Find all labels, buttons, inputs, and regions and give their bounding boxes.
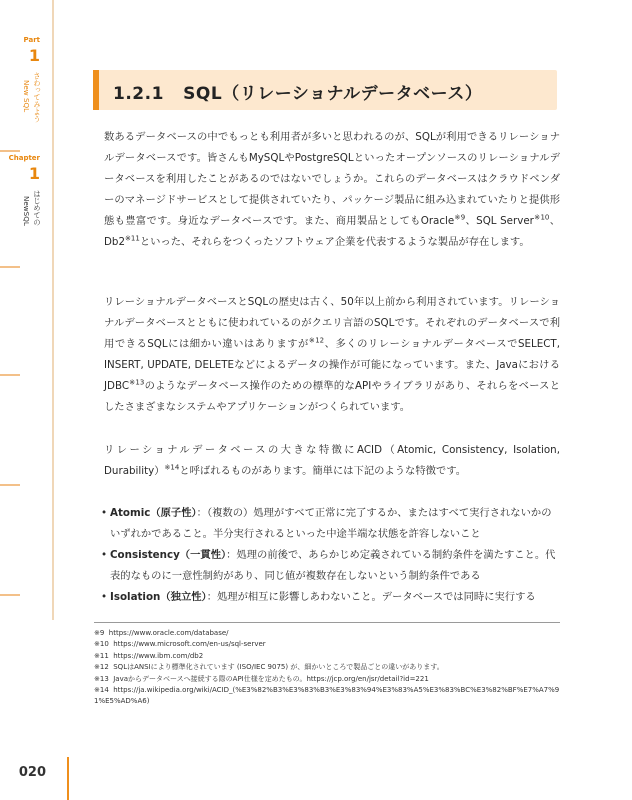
chapter-tick [0, 374, 20, 376]
paragraph-text: と呼ばれるものがあります。簡単には下記のような特徴です。 [179, 465, 466, 477]
footnote-id: ※12 [94, 663, 109, 672]
list-item [94, 545, 560, 587]
bullet-icon: • [101, 507, 108, 519]
section-heading [93, 70, 557, 110]
footnote-ref: ※9 [454, 213, 466, 222]
footnote [94, 639, 560, 650]
bullet-text: ：（複数の）処理がすべて正常に完了するか、またはすべて実行されないかのいずれかであること。半分実行されるといった中途半端な状態を許容しないこと [110, 507, 552, 540]
part-label: Part [23, 36, 40, 44]
footnote [94, 651, 560, 662]
footnote-link[interactable]: https://ja.wikipedia.org/wiki/ACID_(%E3%82%B3%E3%83%B3%E3%83%94%E3%83%A5%E3%83%BC%E3%82%BF%E7%A7%91%E5%AD%A6) [94, 686, 560, 706]
paragraph-text: 、Db2 [104, 215, 560, 248]
bullet-term: Isolation（独立性） [110, 591, 207, 603]
footnote-id: ※13 [94, 674, 109, 683]
chapter-title-en: NewSQL [22, 196, 31, 226]
list-item [94, 503, 560, 545]
paragraph-text: のようなデータベース操作のための標準的なAPIやライブラリがあり、それらをベースとしたさまざまなシステムやアプリケーションがつくられています。 [104, 380, 560, 413]
footnote [94, 674, 560, 685]
footnote-id: ※14 [94, 686, 109, 695]
bullet-text: ：処理の前後で、あらかじめ定義されている制約条件を満たすこと。代表的なものに一意性制約があり、同じ値が複数存在しないという制約条件である [110, 549, 556, 582]
paragraph-text: リレーショナルデータベースの大きな特徴にACID（Atomic, Consistency, Isolation, Durability） [104, 444, 560, 477]
footnote-ref: ※13 [129, 378, 145, 387]
footnote-ref: ※11 [125, 234, 140, 243]
section-title: SQL（リレーショナルデータベース） [183, 84, 483, 104]
part-title-en: New SQL [22, 80, 31, 113]
footnote-text: Javaからデータベースへ接続する際のAPI仕様を定めたもの。https://jcp.org/en/jsr/detail?id=221 [113, 674, 429, 683]
bullet-term: Atomic（原子性） [110, 507, 197, 519]
footnote-link[interactable]: https://www.oracle.com/database/ [108, 629, 229, 637]
bullet-icon: • [101, 549, 108, 561]
footnote-id: ※11 [94, 651, 109, 660]
sidebar [0, 0, 52, 800]
bullet-text: ：処理が相互に影響しあわないこと。データベースでは同時に実行する [206, 591, 536, 603]
footnote-ref: ※10 [533, 213, 550, 222]
bullet-icon: • [101, 591, 108, 603]
footnote-ref: ※12 [308, 336, 325, 345]
chapter-tick [0, 150, 20, 152]
paragraph-text: 、多くのリレーショナルデータベースでSELECT, INSERT, UPDATE, DELETEなどによるデータの操作が可能になっています。また、JavaにおけるJDBC [104, 338, 560, 392]
part-number: 1 [28, 46, 40, 65]
footnotes [94, 628, 560, 708]
chapter-title-ja: はじめての [33, 190, 42, 226]
footnote [94, 662, 560, 673]
footnote-link[interactable]: https://www.microsoft.com/en-us/sql-server [113, 640, 266, 649]
footnote-id: ※9 [94, 629, 105, 637]
heading-text [113, 79, 482, 104]
bullet-term: Consistency（一貫性） [110, 549, 227, 561]
footnote [94, 628, 560, 639]
footnote-id: ※10 [94, 640, 109, 649]
sidebar-divider [52, 0, 54, 620]
paragraph-text: といった、それらをつくったソフトウェア企業を代表するような製品が存在します。 [139, 236, 530, 248]
footnote-link[interactable]: https://www.ibm.com/db2 [113, 651, 204, 660]
page-number: 020 [18, 765, 46, 780]
list-item [94, 587, 560, 608]
paragraph-text: 、SQL Server [465, 215, 534, 227]
chapter-number: 1 [28, 164, 40, 183]
heading-accent-bar [93, 70, 99, 110]
acid-list [94, 503, 560, 608]
footnote [94, 685, 560, 708]
paragraph-3 [94, 440, 560, 482]
paragraph-text: リレーショナルデータベースとSQLの歴史は古く、50年以上前から利用されています。リレーショナルデータベースとともに使われているのがクエリ言語のSQLです。それぞれのデータベースで利用できるSQLには細かい違いはありますが [104, 296, 560, 350]
paragraph-text: 数あるデータベースの中でもっとも利用者が多いと思われるのが、SQLが利用できるリレーショナルデータベースです。皆さんもMySQLやPostgreSQLといったオープンソースのリレーショナルデータベースを利用したことがあるのではないでしょうか。これらのデータベースはクラウドベンダーのマネージドサービスとして提供されていたり、パッケージ製品に組み込まれていたりと提供形態も豊富です。身近なデータベースです。また、商用製品としてもOracle [104, 131, 560, 227]
footnote-divider [94, 622, 560, 623]
footnote-text: SQLはANSIにより標準化されています (ISO/IEC 9075) が、細かいところで製品ごとの違いがあります。 [113, 663, 444, 672]
part-title-ja: さわってみよう [33, 72, 42, 123]
chapter-tick [0, 484, 20, 486]
chapter-tick [0, 594, 20, 596]
chapter-label: Chapter [8, 154, 40, 162]
footnote-ref: ※14 [164, 463, 180, 472]
page-number-bar [67, 757, 69, 800]
section-number: 1.2.1 [113, 84, 164, 104]
chapter-tick [0, 266, 20, 268]
paragraph-1 [94, 127, 560, 253]
paragraph-2 [94, 292, 560, 418]
